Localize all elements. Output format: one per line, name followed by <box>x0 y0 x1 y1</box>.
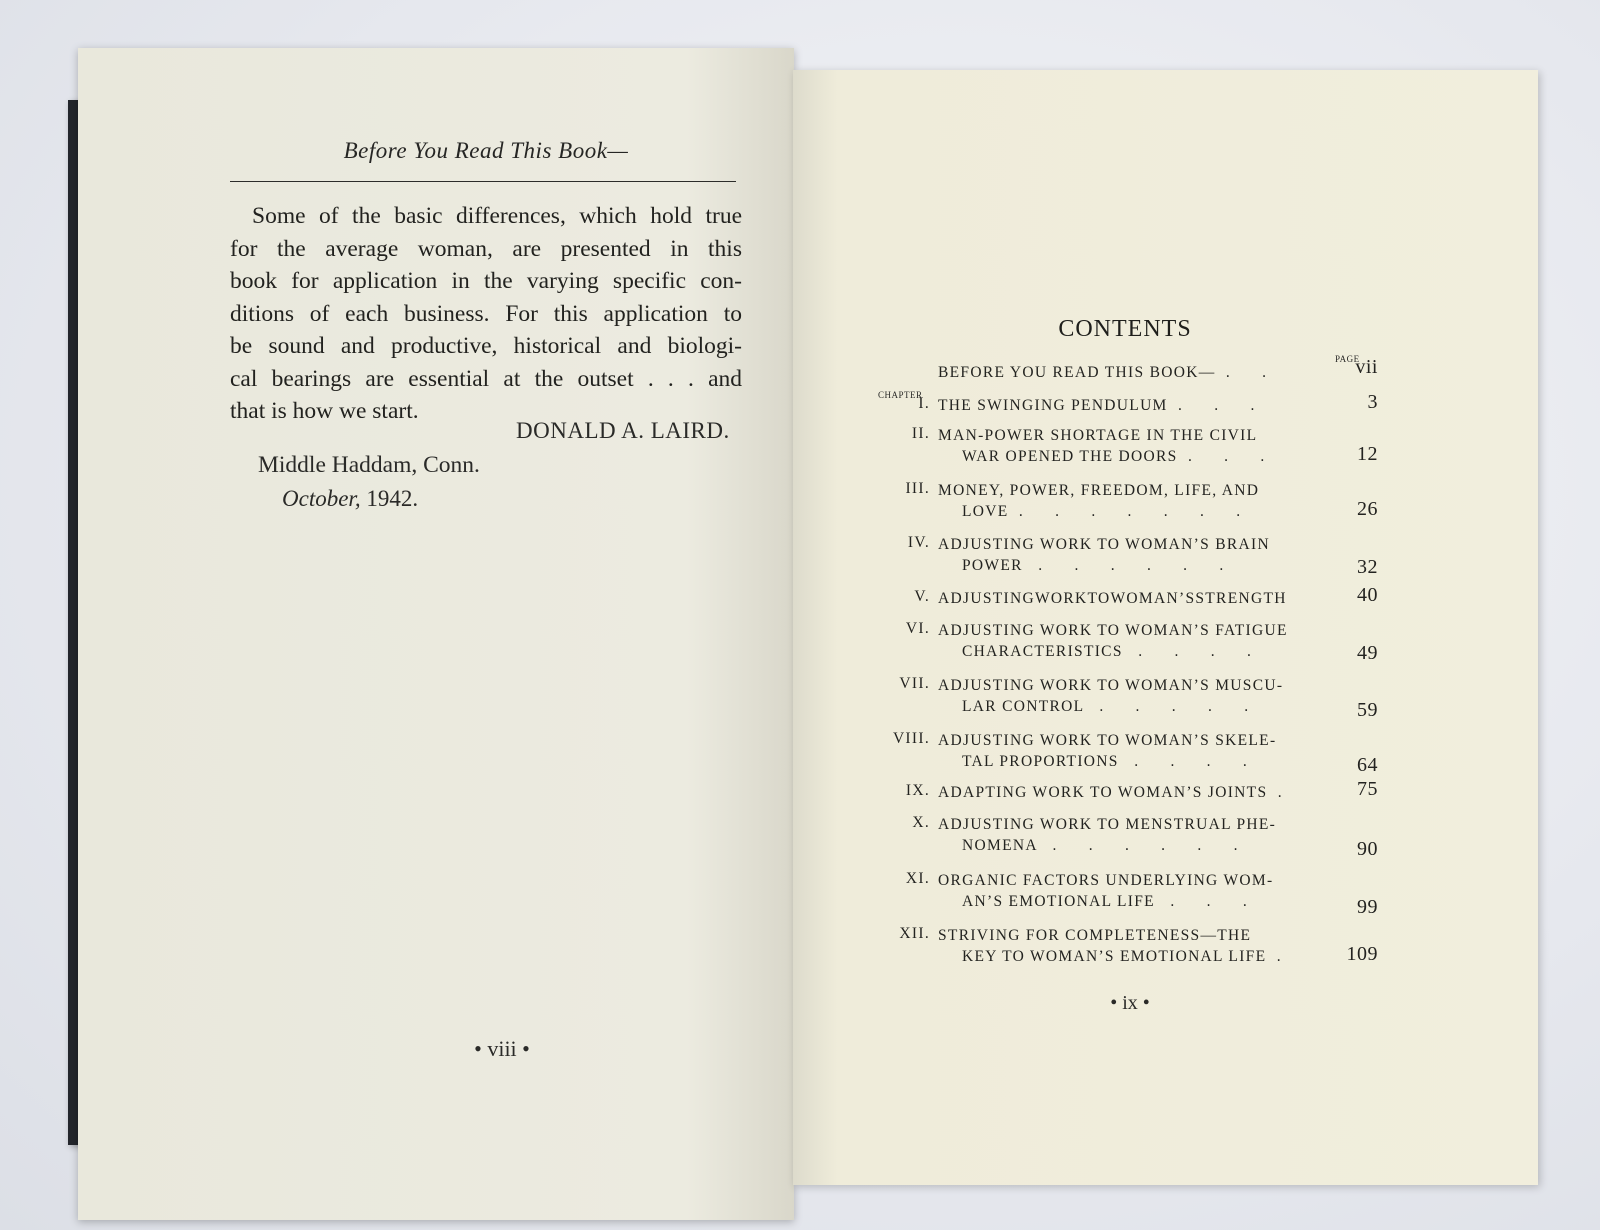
page-number-left: • viii • <box>474 1036 530 1061</box>
preface-line: be sound and productive, historical and biologi- <box>230 333 742 359</box>
toc-page-number: 90 <box>1357 838 1378 860</box>
toc-title-line: POWER . . . . . . <box>962 557 1225 574</box>
toc-chapter-title <box>938 395 1303 416</box>
toc-chapter-number: VIII. <box>892 730 930 747</box>
head-rule <box>230 181 736 182</box>
toc-chapter-number: I. <box>918 395 930 412</box>
preface-line: book for application in the varying specific con- <box>230 268 742 294</box>
toc-title-line: ADJUSTING WORK TO MENSTRUAL PHE- <box>938 816 1277 833</box>
toc-page-number: 3 <box>1367 391 1378 413</box>
author-signature: DONALD A. LAIRD. <box>516 418 730 443</box>
toc-title-line: LAR CONTROL . . . . . <box>962 698 1250 715</box>
toc-title-line: BEFORE YOU READ THIS BOOK— . . <box>938 364 1268 381</box>
toc-title-line: ADJUSTING WORK TO WOMAN’S BRAIN <box>938 536 1270 553</box>
preface-line: ditions of each business. For this application to <box>230 300 742 327</box>
toc-title-line: AN’S EMOTIONAL LIFE . . . <box>962 893 1249 910</box>
toc-title-line: ORGANIC FACTORS UNDERLYING WOM- <box>938 872 1274 889</box>
preface-line: that is how we start. <box>230 398 419 424</box>
toc-page-number: 40 <box>1357 584 1378 606</box>
date-line <box>282 486 418 512</box>
toc-page-number: 75 <box>1357 778 1378 800</box>
toc-chapter-title <box>938 425 1303 467</box>
toc-title-line: KEY TO WOMAN’S EMOTIONAL LIFE . <box>962 948 1282 965</box>
page-number-right: • ix • <box>1110 992 1150 1014</box>
toc-page-number: 64 <box>1357 754 1378 776</box>
toc-chapter-title <box>938 480 1303 522</box>
running-head: Before You Read This Book— <box>343 138 629 163</box>
toc-chapter-number: III. <box>905 480 930 497</box>
page-column-label: PAGE <box>1335 354 1360 364</box>
toc-title-line: MAN-POWER SHORTAGE IN THE CIVIL <box>938 427 1258 444</box>
toc-chapter-title <box>938 588 1303 609</box>
toc-chapter-title <box>938 925 1303 967</box>
preface-line: for the average woman, are presented in this <box>230 235 742 262</box>
toc-chapter-number: II. <box>911 425 930 442</box>
toc-page-number: 12 <box>1357 443 1378 465</box>
toc-title-line: CHARACTERISTICS . . . . <box>962 643 1253 660</box>
toc-chapter-number: VI. <box>905 620 930 637</box>
toc-page-number: 59 <box>1357 699 1378 721</box>
toc-page-number: 49 <box>1357 642 1378 664</box>
toc-page-number: 32 <box>1357 556 1378 578</box>
toc-page-number: 99 <box>1357 896 1378 918</box>
date-year: 1942. <box>360 486 419 511</box>
preface-line: cal bearings are essential at the outset . . . and <box>230 365 742 392</box>
toc-chapter-number: V. <box>914 588 930 605</box>
toc-title-line: STRIVING FOR COMPLETENESS—THE <box>938 927 1252 944</box>
toc-page-number: 109 <box>1346 943 1378 965</box>
toc-title-line: ADJUSTING WORK TO WOMAN’S SKELE- <box>938 732 1277 749</box>
toc-chapter-title <box>938 620 1303 662</box>
toc-title-line: TAL PROPORTIONS . . . . <box>962 753 1249 770</box>
toc-title-line: ADJUSTING WORK TO WOMAN’S MUSCU- <box>938 677 1284 694</box>
date-month: October, <box>282 486 361 511</box>
toc-title-line: ADJUSTING WORK TO WOMAN’S FATIGUE <box>938 622 1288 639</box>
toc-chapter-title <box>938 730 1303 772</box>
preface-line: Some of the basic differences, which hold true <box>252 203 742 229</box>
toc-chapter-number: X. <box>912 814 930 831</box>
toc-page-number: 26 <box>1357 498 1378 520</box>
toc-page-number: vii <box>1355 356 1378 378</box>
toc-chapter-number: XII. <box>899 925 930 942</box>
toc-title-line: MONEY, POWER, FREEDOM, LIFE, AND <box>938 482 1260 499</box>
toc-title-line: ADJUSTINGWORKTOWOMAN’SSTRENGTH <box>938 590 1287 607</box>
toc-chapter-title <box>938 782 1303 803</box>
toc-chapter-title <box>938 534 1303 576</box>
toc-chapter-number: IX. <box>905 782 930 799</box>
toc-chapter-title <box>938 814 1303 856</box>
preface-text <box>230 200 742 428</box>
toc-chapter-title <box>938 870 1303 912</box>
chapter-column-label: CHAPTER <box>878 390 923 400</box>
toc-chapter-title <box>938 362 1303 383</box>
toc-chapter-title <box>938 675 1303 717</box>
toc-title-line: LOVE . . . . . . . <box>962 503 1242 520</box>
toc-chapter-number: VII. <box>899 675 930 692</box>
toc-title-line: WAR OPENED THE DOORS . . . <box>962 448 1266 465</box>
toc-title-line: NOMENA . . . . . . <box>962 837 1239 854</box>
contents-title: CONTENTS <box>1058 316 1192 342</box>
toc-title-line: ADAPTING WORK TO WOMAN’S JOINTS . <box>938 784 1283 801</box>
toc-chapter-number: XI. <box>905 870 930 887</box>
toc-title-line: THE SWINGING PENDULUM . . . <box>938 397 1256 414</box>
toc-chapter-number: IV. <box>907 534 930 551</box>
place-line: Middle Haddam, Conn. <box>258 452 480 478</box>
